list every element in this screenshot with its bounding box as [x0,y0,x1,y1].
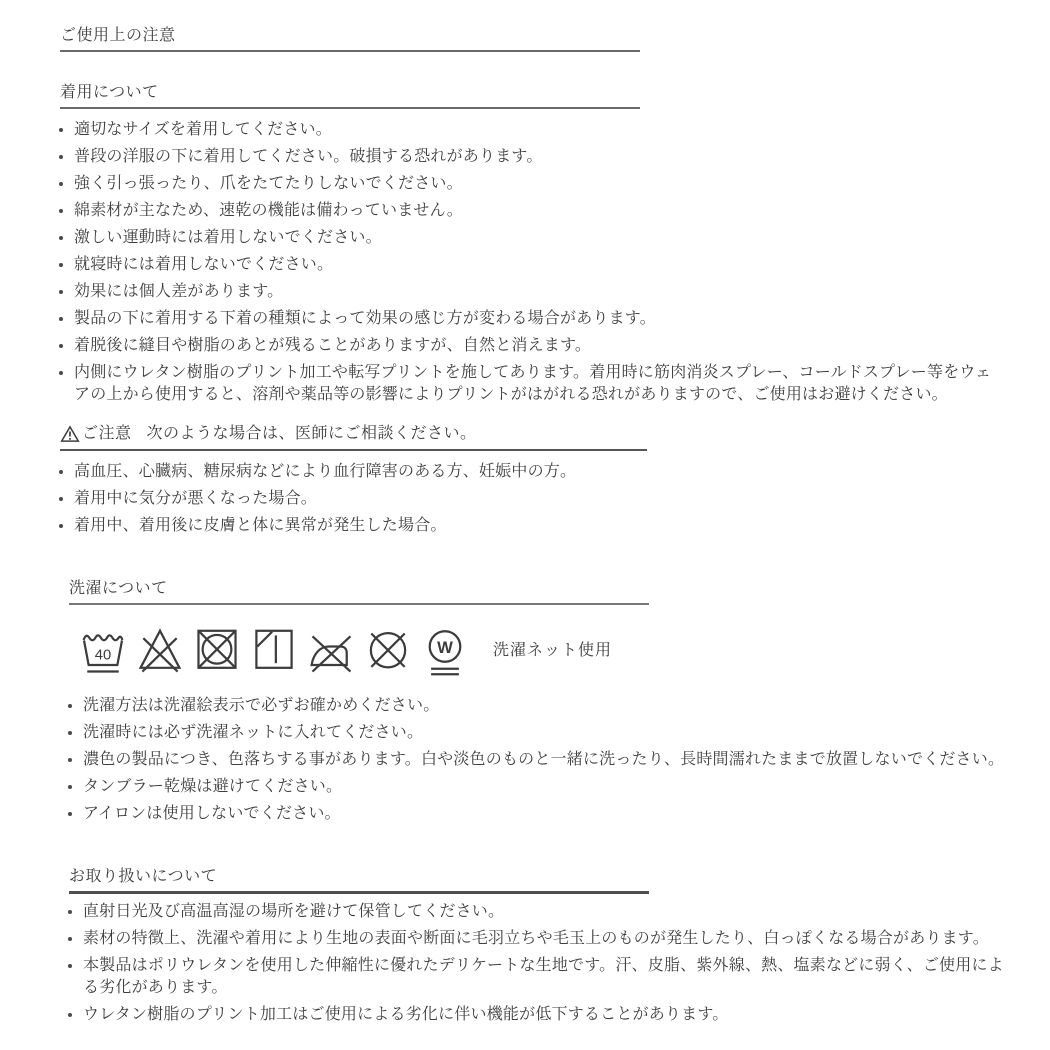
list-item [67,901,1010,923]
line-dry-in-shade-icon [249,621,299,685]
wearing-list [58,119,1010,406]
list-item [67,1004,1010,1026]
warning-triangle-icon [60,424,80,444]
bullet-icon [58,281,74,294]
handling-list [67,901,1010,1026]
care-symbols-row [78,621,1010,687]
bullet-text: 着脱後に縫目や樹脂のあとが残ることがありますが、自然と消えます。 [74,337,592,354]
bullet-text: タンブラー乾燥は避けてください。 [83,778,343,795]
list-item [67,776,1010,798]
wet-clean-very-gentle-icon [420,621,470,685]
bullet-text: 着用中、着用後に皮膚と体に異常が発生した場合。 [74,517,447,534]
no-dry-clean-icon [363,621,413,685]
caution-heading-text: 次のような場合は、医師にご相談ください。 [146,425,477,442]
bullet-icon [58,335,74,348]
list-item [67,722,1010,744]
bullet-text: 直射日光及び高温高湿の場所を避けて保管してください。 [83,903,505,920]
bullet-text: 内側にウレタン樹脂のプリント加工や転写プリントを施してあります。着用時に筋肉消炎スプレー、コールドスプレー等をウェアの上から使用すると、溶剤や薬品等の影響によりプリントがはがれる恐れがありますので、ご使用はお避けください。 [74,364,992,403]
section-wearing [58,83,1010,406]
washing-list [67,695,1010,825]
no-tumble-dry-icon [192,621,242,685]
list-item [67,695,1010,717]
no-iron-icon [306,621,356,685]
bullet-icon [67,722,83,735]
caution-heading [60,424,647,451]
list-item [67,928,1010,950]
bullet-text: 就寝時には着用しないでください。 [74,256,334,273]
bullet-text: 本製品はポリウレタンを使用した伸縮性に優れたデリケートな生地です。汗、皮脂、紫外線、熱、塩素などに弱く、ご使用による劣化があります。 [83,957,1004,996]
bullet-text: 洗濯時には必ず洗濯ネットに入れてください。 [83,724,424,741]
bullet-icon [58,119,74,132]
list-item [58,335,1010,357]
bullet-icon [67,955,83,968]
wash-tub-40-gentle-icon [78,621,128,685]
list-item [58,362,1010,406]
bullet-icon [58,254,74,267]
bullet-icon [58,362,74,375]
bullet-text: 濃色の製品につき、色落ちする事があります。白や淡色のものと一緒に洗ったり、長時間濡れたままで放置しないでください。 [83,751,1005,768]
list-item [58,254,1010,276]
bullet-text: 製品の下に着用する下着の種類によって効果の感じ方が変わる場合があります。 [74,310,656,327]
bullet-text: アイロンは使用しないでください。 [83,805,341,822]
svg-text:W: W [437,638,453,657]
caution-heading-prefix: ご注意 [82,425,132,442]
list-item [58,173,1010,195]
bullet-text: 効果には個人差があります。 [74,283,284,300]
bullet-icon [67,695,83,708]
section-washing [67,579,1010,825]
bullet-text: 適切なサイズを着用してください。 [74,121,332,138]
list-item [58,488,1010,510]
bullet-icon [58,146,74,159]
caution-list [58,461,1010,537]
wearing-heading: 着用について [60,83,640,109]
list-item [67,803,1010,825]
list-item [58,281,1010,303]
laundry-net-note: 洗濯ネット使用 [493,642,613,659]
bullet-icon [58,200,74,213]
bullet-icon [67,803,83,816]
bullet-icon [67,901,83,914]
list-item [58,308,1010,330]
list-item [58,461,1010,483]
bullet-icon [67,749,83,762]
list-item [58,515,1010,537]
page-title: ご使用上の注意 [60,26,640,52]
list-item [67,749,1010,771]
washing-heading: 洗濯について [69,579,649,605]
section-handling [67,867,1010,1026]
handling-heading: お取り扱いについて [69,867,649,894]
bullet-icon [67,928,83,941]
bullet-text: 激しい運動時には着用しないでください。 [74,229,382,246]
list-item [58,119,1010,141]
list-item [67,955,1010,999]
bullet-text: 綿素材が主なため、速乾の機能は備わっていません。 [74,202,463,219]
bullet-icon [58,173,74,186]
list-item [58,200,1010,222]
bullet-icon [67,1004,83,1017]
no-bleach-icon [135,621,185,685]
bullet-text: 高血圧、心臓病、糖尿病などにより血行障害のある方、妊娠中の方。 [74,463,577,480]
bullet-icon [67,776,83,789]
bullet-text: 洗濯方法は洗濯絵表示で必ずお確かめください。 [83,697,440,714]
section-caution [58,424,1010,537]
svg-text:40: 40 [94,647,112,664]
bullet-text: 普段の洋服の下に着用してください。破損する恐れがあります。 [74,148,543,165]
bullet-icon [58,488,74,501]
list-item [58,227,1010,249]
bullet-icon [58,461,74,474]
bullet-text: ウレタン樹脂のプリント加工はご使用による劣化に伴い機能が低下することがあります。 [83,1006,729,1023]
bullet-text: 強く引っ張ったり、爪をたてたりしないでください。 [74,175,463,192]
bullet-icon [58,308,74,321]
list-item [58,146,1010,168]
bullet-icon [58,515,74,528]
bullet-icon [58,227,74,240]
bullet-text: 着用中に気分が悪くなった場合。 [74,490,318,507]
bullet-text: 素材の特徴上、洗濯や着用により生地の表面や断面に毛羽立ちや毛玉上のものが発生したり、白っぽくなる場合があります。 [83,930,989,947]
